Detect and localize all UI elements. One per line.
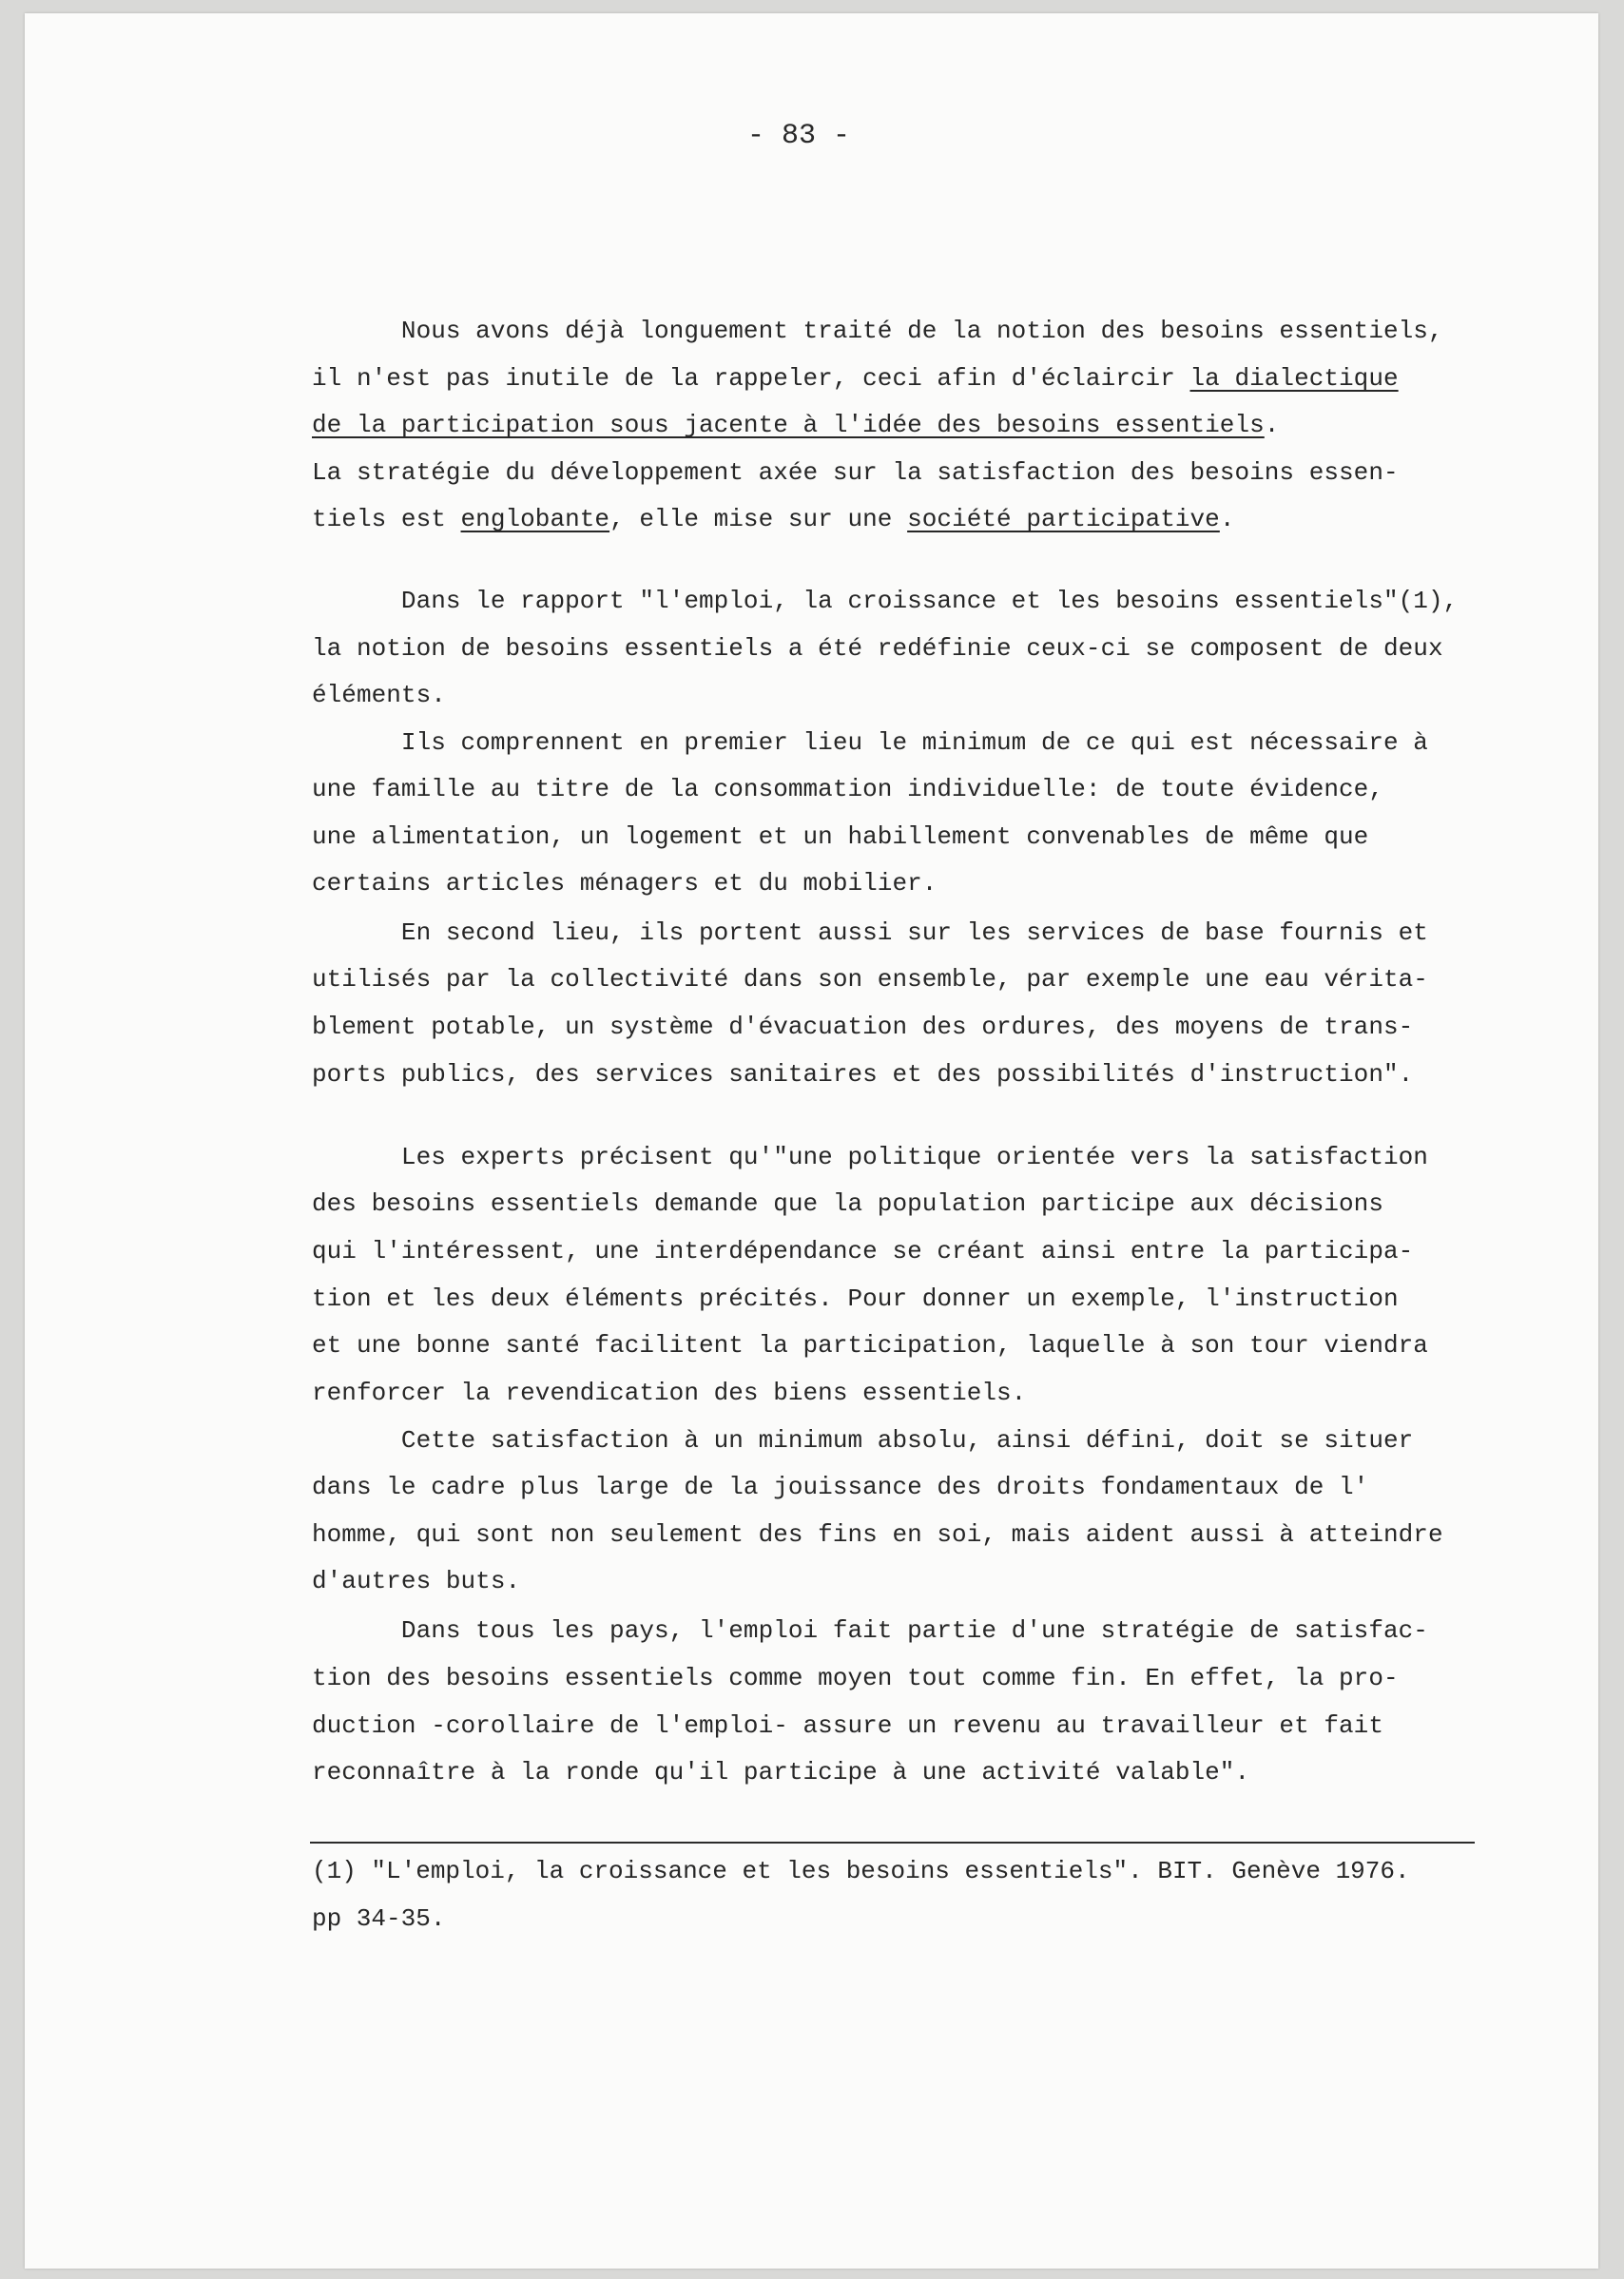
text-segment: Dans tous les pays, l'emploi fait partie d'une stratégie de satisfac-: [312, 1616, 1428, 1645]
text-line: [312, 775, 1383, 803]
text-line: [312, 869, 937, 898]
text-line: [312, 1013, 1413, 1041]
text-line: [312, 1143, 1428, 1171]
text-segment: la notion de besoins essentiels a été redéfinie ceux-ci se composent de deux: [312, 634, 1443, 663]
text-line: [312, 728, 1428, 757]
text-segment: .: [1219, 505, 1235, 533]
text-segment: éléments.: [312, 681, 446, 709]
text-line: [312, 918, 1428, 947]
text-line: [312, 587, 1458, 615]
text-segment: renforcer la revendication des biens essentiels.: [312, 1379, 1027, 1407]
text-line: [312, 1758, 1249, 1787]
text-segment: tion des besoins essentiels comme moyen tout comme fin. En effet, la pro-: [312, 1664, 1399, 1692]
text-segment: reconnaître à la ronde qu'il participe à une activité valable".: [312, 1758, 1250, 1787]
text-segment: et une bonne santé facilitent la participation, laquelle à son tour viendra: [312, 1331, 1428, 1360]
text-segment: En second lieu, ils portent aussi sur les services de base fournis et: [312, 918, 1428, 947]
text-line: [312, 1664, 1399, 1692]
text-segment: tion et les deux éléments précités. Pour donner un exemple, l'instruction: [312, 1284, 1399, 1313]
underlined-phrase: société participative: [907, 505, 1220, 533]
underlined-phrase: englobante: [460, 505, 610, 533]
text-segment: utilisés par la collectivité dans son ensemble, par exemple une eau vérita-: [312, 965, 1428, 994]
text-line: [312, 1567, 520, 1595]
text-segment: Dans le rapport "l'emploi, la croissance et les besoins essentiels"(1),: [312, 587, 1459, 615]
text-segment: certains articles ménagers et du mobilier.: [312, 869, 938, 898]
text-segment: dans le cadre plus large de la jouissance des droits fondamentaux de l': [312, 1473, 1369, 1501]
text-line: [312, 458, 1399, 487]
text-line: [312, 1060, 1413, 1089]
text-line: [312, 822, 1368, 851]
text-segment: une alimentation, un logement et un habillement convenables de même que: [312, 822, 1369, 851]
text-line: [312, 1284, 1399, 1313]
text-segment: homme, qui sont non seulement des fins en soi, mais aident aussi à atteindre: [312, 1520, 1443, 1549]
document-page: [25, 13, 1598, 2269]
text-segment: Cette satisfaction à un minimum absolu, ainsi défini, doit se situer: [312, 1426, 1414, 1455]
footnote-separator: [310, 1842, 1475, 1844]
text-line: [312, 505, 1234, 533]
footnote-line: pp 34-35.: [312, 1904, 446, 1933]
text-segment: Nous avons déjà longuement traité de la notion des besoins essentiels,: [312, 317, 1443, 345]
text-segment: Ils comprennent en premier lieu le minimum de ce qui est nécessaire à: [312, 728, 1428, 757]
text-line: [312, 1331, 1428, 1360]
text-segment: blement potable, un système d'évacuation des ordures, des moyens de trans-: [312, 1013, 1414, 1041]
text-segment: des besoins essentiels demande que la population participe aux décisions: [312, 1189, 1383, 1218]
page-number: - 83 -: [747, 120, 851, 152]
text-line: [312, 411, 1279, 439]
text-segment: une famille au titre de la consommation individuelle: de toute évidence,: [312, 775, 1383, 803]
text-line: [312, 1520, 1443, 1549]
text-segment: d'autres buts.: [312, 1567, 521, 1595]
text-segment: tiels est: [312, 505, 461, 533]
underlined-phrase: de la participation sous jacente à l'idée des besoins essentiels: [312, 411, 1265, 439]
footnote-line: (1) "L'emploi, la croissance et les besoins essentiels". BIT. Genève 1976.: [312, 1857, 1410, 1885]
text-line: [312, 1473, 1368, 1501]
text-segment: il n'est pas inutile de la rappeler, ceci afin d'éclaircir: [312, 364, 1190, 393]
text-line: [312, 1711, 1383, 1740]
text-line: [312, 317, 1443, 345]
text-segment: Les experts précisent qu'"une politique orientée vers la satisfaction: [312, 1143, 1428, 1171]
text-segment: ports publics, des services sanitaires et des possibilités d'instruction".: [312, 1060, 1414, 1089]
text-line: [312, 364, 1399, 393]
text-line: [312, 1616, 1428, 1645]
text-segment: , elle mise sur une: [609, 505, 908, 533]
text-line: [312, 1237, 1413, 1265]
text-line: [312, 1189, 1383, 1218]
underlined-phrase: la dialectique: [1189, 364, 1399, 393]
text-segment: .: [1264, 411, 1280, 439]
text-line: [312, 965, 1428, 994]
text-segment: La stratégie du développement axée sur la satisfaction des besoins essen-: [312, 458, 1399, 487]
text-line: [312, 681, 446, 709]
text-segment: duction -corollaire de l'emploi- assure un revenu au travailleur et fait: [312, 1711, 1383, 1740]
text-line: [312, 634, 1443, 663]
text-segment: qui l'intéressent, une interdépendance se créant ainsi entre la participa-: [312, 1237, 1414, 1265]
text-line: [312, 1379, 1026, 1407]
text-line: [312, 1426, 1413, 1455]
